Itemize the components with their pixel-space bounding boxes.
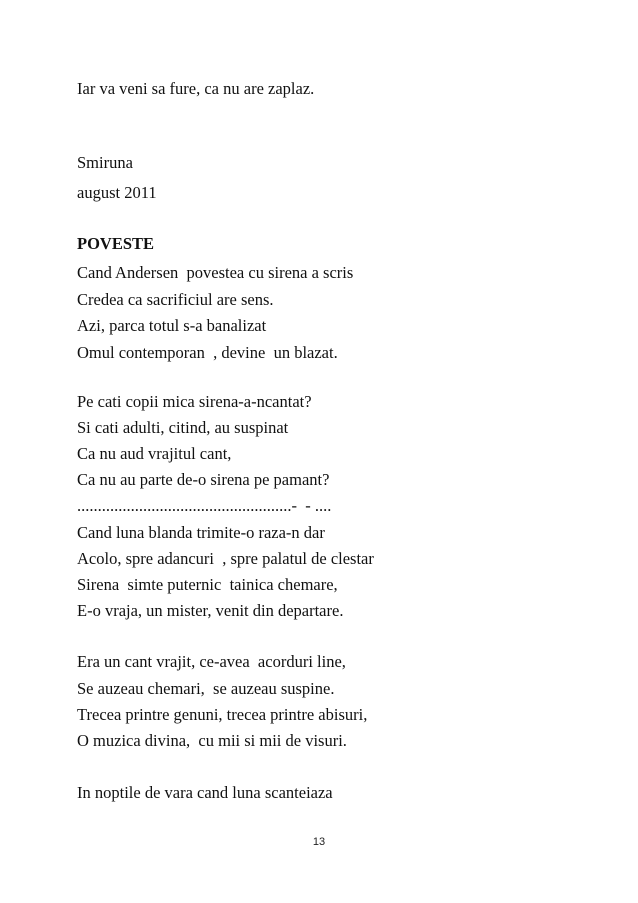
poem-line: Acolo, spre adancuri , spre palatul de clestar (77, 549, 374, 568)
poem-line: Sirena simte puternic tainica chemare, (77, 575, 338, 594)
opening-line: Iar va veni sa fure, ca nu are zaplaz. (77, 79, 315, 98)
poem-line: Era un cant vrajit, ce-avea acorduri line, (77, 652, 346, 671)
poem-line: Credea ca sacrificiul are sens. (77, 290, 274, 309)
poem-line: Cand Andersen povestea cu sirena a scris (77, 263, 354, 282)
poem-line: Se auzeau chemari, se auzeau suspine. (77, 679, 335, 698)
poem-line: E-o vraja, un mister, venit din departare. (77, 601, 344, 620)
poem-title: POVESTE (77, 234, 155, 253)
poem-line: Cand luna blanda trimite-o raza-n dar (77, 523, 325, 542)
poem-line: Omul contemporan , devine un blazat. (77, 343, 338, 362)
poem-line: In noptile de vara cand luna scanteiaza (77, 783, 333, 802)
poem-separator-line: ....................................................- - .... (77, 496, 332, 515)
date-line: august 2011 (77, 183, 157, 202)
page-number: 13 (312, 836, 326, 848)
author-name: Smiruna (77, 153, 133, 172)
poem-line: Azi, parca totul s-a banalizat (77, 316, 267, 335)
poem-line: Si cati adulti, citind, au suspinat (77, 418, 289, 437)
poem-line: Ca nu au parte de-o sirena pe pamant? (77, 470, 330, 489)
poem-line: Pe cati copii mica sirena-a-ncantat? (77, 392, 312, 411)
poem-line: Ca nu aud vrajitul cant, (77, 444, 232, 463)
poem-line: Trecea printre genuni, trecea printre abisuri, (77, 705, 368, 724)
poem-line: O muzica divina, cu mii si mii de visuri. (77, 731, 347, 750)
